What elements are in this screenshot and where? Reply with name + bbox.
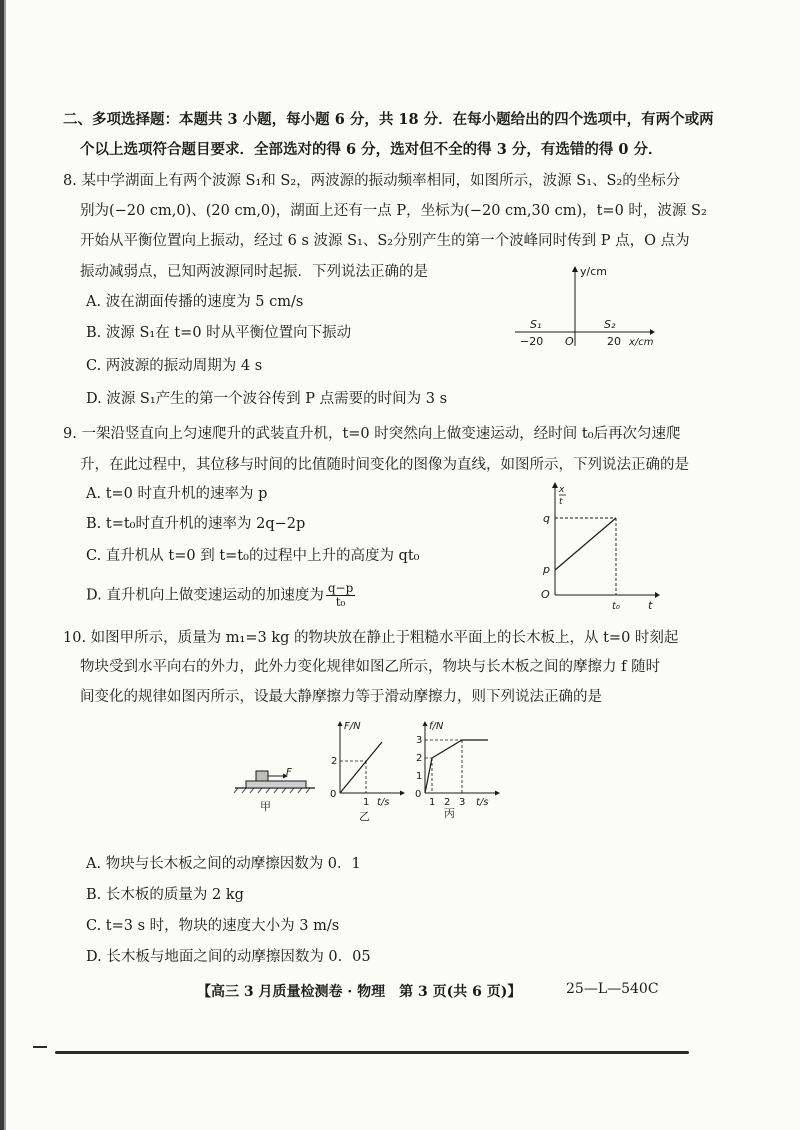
q9-frac-denominator: t₀ [335, 595, 346, 609]
q8-tick-neg: −20 [520, 335, 544, 348]
q9-x-arrow [655, 592, 660, 598]
q9-option-d [86, 582, 355, 609]
q8-y-arrow [572, 266, 578, 272]
q9-frac-numerator: q−p [327, 581, 354, 595]
q9-option-d-fraction [326, 582, 355, 609]
footer-center: 【高三 3 月质量检测卷 · 物理 第 3 页(共 6 页)】 [197, 984, 522, 1000]
q10-long-board [246, 781, 306, 788]
q10-stem-line1: 10. 如图甲所示，质量为 m₁=3 kg 的物块放在静止于粗糙水平面上的长木板上，从 t=0 时刻起 [63, 630, 679, 646]
q10-option-c: C. t=3 s 时，物块的速度大小为 3 m/s [86, 918, 340, 934]
q8-x-label: x/cm [629, 337, 654, 348]
q10-yi-y-tick: 2 [331, 756, 338, 767]
q10-option-a: A. 物块与长木板之间的动摩擦因数为 0．1 [86, 856, 361, 872]
section-title-line1: 二、多项选择题：本题共 3 小题，每小题 6 分，共 18 分．在每小题给出的四个选项中，有两个或两 [63, 111, 714, 128]
q9-data-line [555, 518, 616, 570]
q9-option-d-text: D. 直升机向上做变速运动的加速度为 [86, 587, 324, 604]
q10-option-d: D. 长木板与地面之间的动摩擦因数为 0．05 [86, 949, 371, 965]
q10-figure-yi [330, 721, 405, 823]
q10-stem-line3: 间变化的规律如图丙所示，设最大静摩擦力等于滑动摩擦力，则下列说法正确的是 [80, 689, 602, 705]
q10-yi-x-label: t/s [377, 797, 390, 808]
q9-y-arrow [552, 482, 558, 488]
q9-graph [525, 480, 665, 615]
q9-t-label: t [648, 599, 653, 612]
q10-caption-yi: 乙 [359, 810, 370, 823]
q10-figure-bing [415, 721, 500, 820]
q9-origin: O [541, 588, 550, 601]
q9-option-b: B. t=t₀时直升机的速率为 2q−2p [86, 516, 306, 532]
q8-y-label: y/cm [580, 265, 607, 278]
q10-stem-line2: 物块受到水平向右的外力，此外力变化规律如图乙所示，物块与长木板之间的摩擦力 f 随时 [80, 659, 661, 675]
q10-figure-jia [234, 767, 315, 813]
q9-y-label-bottom: t [559, 497, 563, 507]
q8-x-arrow [650, 329, 655, 335]
q8-tick-pos: 20 [607, 335, 621, 348]
q10-bing-data-line [425, 740, 488, 793]
q10-yi-y-label: F/N [344, 721, 361, 732]
q9-stem-line2: 升，在此过程中，其位移与时间的比值随时间变化的图像为直线，如图所示，下列说法正确的是 [80, 457, 689, 473]
q9-y-label-top: x [559, 485, 565, 495]
q8-option-b: B. 波源 S₁在 t=0 时从平衡位置向下振动 [86, 325, 352, 341]
q10-bing-x-tick-3: 3 [459, 797, 466, 808]
q8-stem-line4: 振动减弱点，已知两波源同时起振．下列说法正确的是 [80, 264, 428, 280]
q8-option-c: C. 两波源的振动周期为 4 s [86, 358, 263, 374]
q10-caption-bing: 丙 [444, 807, 455, 820]
q10-bing-y-tick-2: 2 [416, 753, 423, 764]
q10-caption-jia: 甲 [260, 800, 271, 813]
q10-bing-y-tick-3: 3 [416, 735, 423, 746]
q8-s1-label: S₁ [530, 318, 542, 331]
q10-bing-x-label: t/s [476, 797, 489, 808]
bottom-rule [55, 1051, 689, 1054]
q10-option-b: B. 长木板的质量为 2 kg [86, 887, 244, 903]
q8-option-d: D. 波源 S₁产生的第一个波谷传到 P 点需要的时间为 3 s [86, 391, 448, 407]
page-left-edge-shadow [4, 0, 6, 1130]
section-title-line2: 个以上选项符合题目要求．全部选对的得 6 分，选对但不全的得 3 分，有选错的得 0 分． [80, 141, 663, 158]
q8-origin: O [565, 335, 574, 348]
q10-yi-x-arrow [400, 791, 405, 796]
q10-yi-origin: 0 [330, 789, 337, 800]
footer-code: 25—L—540C [566, 981, 659, 997]
bottom-rule-dash [33, 1046, 47, 1048]
q10-bing-origin: 0 [415, 789, 422, 800]
q10-bing-x-tick-1: 1 [429, 797, 436, 808]
q10-bing-y-arrow [423, 721, 428, 726]
q10-figures [230, 718, 510, 828]
q9-stem-line1: 9. 一架沿竖直向上匀速爬升的武装直升机，t=0 时突然向上做变速运动，经时间 t₀后再次匀速爬 [63, 426, 681, 442]
q10-bing-x-tick-2: 2 [444, 797, 451, 808]
q9-p-label: p [543, 563, 550, 576]
q8-stem-line2: 别为(−20 cm,0)、(20 cm,0)，湖面上还有一点 P，坐标为(−20 cm,30 cm)，t=0 时，波源 S₂ [80, 203, 707, 219]
q10-yi-y-arrow [338, 721, 343, 726]
q10-bing-x-arrow [495, 791, 500, 796]
q10-bing-y-label: f/N [429, 721, 444, 732]
q9-q-label: q [543, 512, 550, 525]
q10-bing-y-tick-1: 1 [416, 771, 423, 782]
q9-t0-label: t₀ [612, 601, 620, 612]
q10-block [256, 771, 268, 781]
q10-yi-data-line [340, 742, 382, 793]
q8-stem-line1: 8. 某中学湖面上有两个波源 S₁和 S₂，两波源的振动频率相同，如图所示，波源 S₁、S₂的坐标分 [63, 173, 681, 189]
q8-stem-line3: 开始从平衡位置向上振动，经过 6 s 波源 S₁、S₂分别产生的第一个波峰同时传到 P 点，O 点为 [80, 233, 690, 249]
q10-force-label: F [286, 767, 292, 778]
q10-yi-x-tick: 1 [363, 797, 370, 808]
q8-option-a: A. 波在湖面传播的速度为 5 cm/s [86, 294, 304, 310]
q9-option-a: A. t=0 时直升机的速率为 p [86, 486, 268, 502]
q10-ground-hatch [234, 788, 310, 793]
q9-option-c: C. 直升机从 t=0 到 t=t₀的过程中上升的高度为 qt₀ [86, 548, 420, 564]
q8-coordinate-figure [505, 262, 665, 352]
q8-s2-label: S₂ [604, 318, 616, 331]
